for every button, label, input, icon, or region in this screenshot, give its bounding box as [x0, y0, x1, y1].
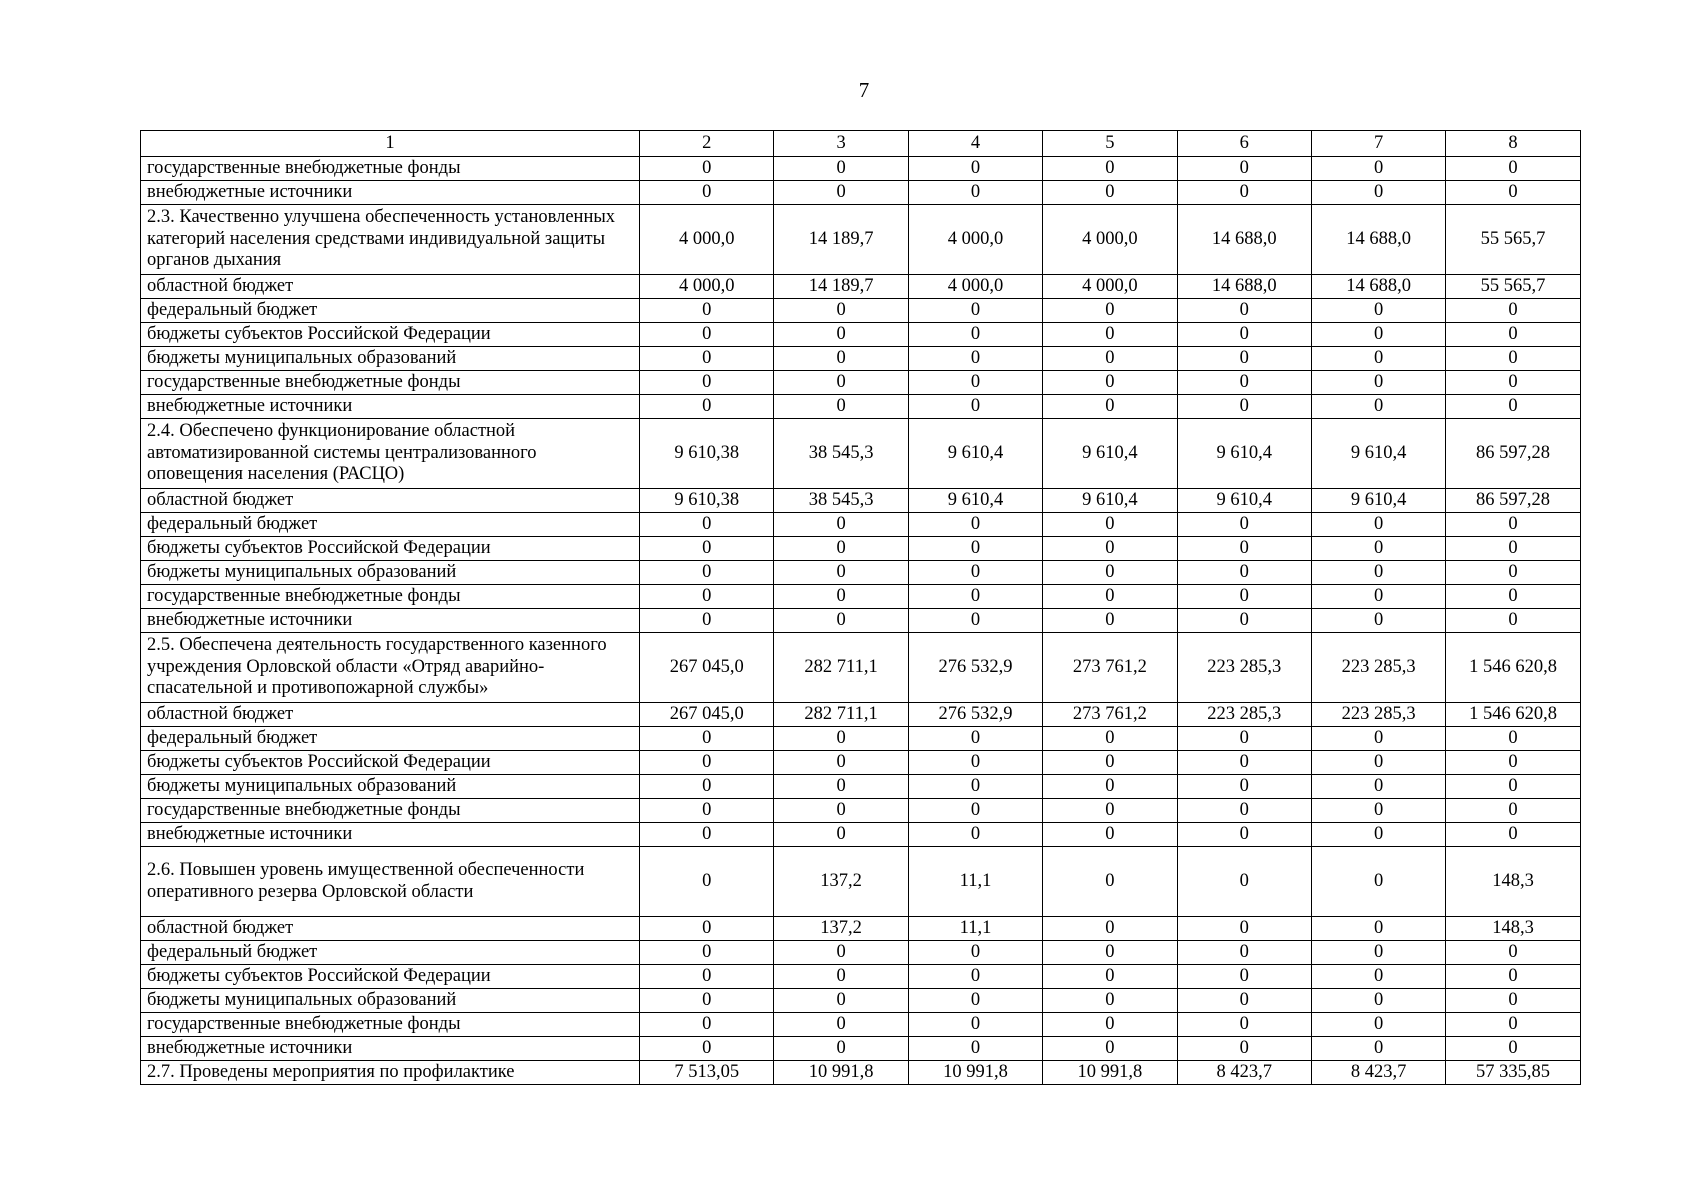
row-label-cell: внебюджетные источники [141, 823, 640, 847]
row-label-cell: бюджеты муниципальных образований [141, 989, 640, 1013]
value-cell: 0 [1311, 917, 1445, 941]
value-cell: 0 [1043, 847, 1177, 917]
value-cell: 148,3 [1446, 847, 1580, 917]
row-label-cell: бюджеты муниципальных образований [141, 561, 640, 585]
value-cell: 9 610,4 [1311, 419, 1445, 489]
value-cell: 0 [640, 847, 774, 917]
row-label-cell: внебюджетные источники [141, 181, 640, 205]
table-body [141, 157, 1581, 1085]
value-cell: 0 [1177, 347, 1311, 371]
value-cell: 9 610,4 [1043, 419, 1177, 489]
table-row [141, 395, 1581, 419]
value-cell: 9 610,4 [1311, 489, 1445, 513]
value-cell: 9 610,4 [1177, 489, 1311, 513]
value-cell: 8 423,7 [1177, 1061, 1311, 1085]
value-cell: 0 [1177, 561, 1311, 585]
value-cell: 0 [1311, 371, 1445, 395]
value-cell: 0 [1177, 751, 1311, 775]
row-label-cell: 2.5. Обеспечена деятельность государственного казенного учреждения Орловской области «Отряд аварийно-спасательной и противопожарной службы» [141, 633, 640, 703]
value-cell: 0 [1177, 323, 1311, 347]
value-cell: 0 [640, 965, 774, 989]
value-cell: 0 [908, 941, 1042, 965]
value-cell: 14 688,0 [1177, 275, 1311, 299]
value-cell: 0 [1177, 965, 1311, 989]
table-header [141, 131, 1581, 157]
value-cell: 0 [1043, 727, 1177, 751]
value-cell: 0 [774, 561, 908, 585]
value-cell: 0 [1043, 751, 1177, 775]
value-cell: 0 [1311, 1013, 1445, 1037]
row-label-cell: федеральный бюджет [141, 727, 640, 751]
value-cell: 0 [640, 371, 774, 395]
value-cell: 0 [1446, 727, 1580, 751]
value-cell: 0 [1311, 299, 1445, 323]
value-cell: 55 565,7 [1446, 275, 1580, 299]
value-cell: 0 [1177, 727, 1311, 751]
value-cell: 0 [1043, 347, 1177, 371]
value-cell: 0 [774, 989, 908, 1013]
value-cell: 55 565,7 [1446, 205, 1580, 275]
value-cell: 0 [908, 1037, 1042, 1061]
value-cell: 0 [1043, 513, 1177, 537]
value-cell: 4 000,0 [908, 275, 1042, 299]
value-cell: 0 [908, 989, 1042, 1013]
value-cell: 86 597,28 [1446, 419, 1580, 489]
value-cell: 276 532,9 [908, 703, 1042, 727]
value-cell: 0 [1311, 823, 1445, 847]
value-cell: 0 [1311, 609, 1445, 633]
value-cell: 0 [1043, 941, 1177, 965]
table-row [141, 561, 1581, 585]
value-cell: 0 [640, 395, 774, 419]
value-cell: 0 [1446, 775, 1580, 799]
value-cell: 0 [908, 323, 1042, 347]
value-cell: 0 [1446, 751, 1580, 775]
value-cell: 4 000,0 [640, 275, 774, 299]
row-label-cell: государственные внебюджетные фонды [141, 585, 640, 609]
value-cell: 0 [1311, 989, 1445, 1013]
column-header-3: 3 [774, 131, 908, 157]
value-cell: 0 [1446, 965, 1580, 989]
value-cell: 282 711,1 [774, 633, 908, 703]
value-cell: 4 000,0 [908, 205, 1042, 275]
value-cell: 0 [1311, 561, 1445, 585]
row-label-cell: бюджеты субъектов Российской Федерации [141, 537, 640, 561]
row-label-cell: государственные внебюджетные фонды [141, 1013, 640, 1037]
value-cell: 0 [1177, 823, 1311, 847]
column-header-7: 7 [1311, 131, 1445, 157]
value-cell: 0 [640, 799, 774, 823]
value-cell: 0 [774, 347, 908, 371]
value-cell: 0 [1446, 609, 1580, 633]
row-label-cell: федеральный бюджет [141, 513, 640, 537]
value-cell: 0 [1177, 537, 1311, 561]
value-cell: 0 [1177, 799, 1311, 823]
value-cell: 0 [1446, 823, 1580, 847]
value-cell: 0 [1311, 395, 1445, 419]
table-row [141, 585, 1581, 609]
value-cell: 223 285,3 [1177, 633, 1311, 703]
table-row [141, 703, 1581, 727]
value-cell: 0 [1311, 513, 1445, 537]
value-cell: 0 [640, 609, 774, 633]
value-cell: 86 597,28 [1446, 489, 1580, 513]
value-cell: 0 [640, 1013, 774, 1037]
value-cell: 0 [908, 823, 1042, 847]
value-cell: 9 610,4 [1043, 489, 1177, 513]
value-cell: 0 [1311, 751, 1445, 775]
table-row [141, 751, 1581, 775]
value-cell: 0 [1043, 799, 1177, 823]
value-cell: 0 [774, 1013, 908, 1037]
section-row [141, 633, 1581, 703]
value-cell: 0 [1446, 323, 1580, 347]
value-cell: 267 045,0 [640, 633, 774, 703]
value-cell: 0 [640, 941, 774, 965]
value-cell: 0 [1177, 371, 1311, 395]
value-cell: 0 [908, 157, 1042, 181]
value-cell: 137,2 [774, 847, 908, 917]
budget-table [140, 130, 1581, 1085]
value-cell: 148,3 [1446, 917, 1580, 941]
value-cell: 7 513,05 [640, 1061, 774, 1085]
value-cell: 0 [640, 537, 774, 561]
value-cell: 0 [640, 775, 774, 799]
value-cell: 0 [1043, 299, 1177, 323]
value-cell: 0 [774, 775, 908, 799]
value-cell: 0 [774, 727, 908, 751]
value-cell: 10 991,8 [1043, 1061, 1177, 1085]
table-row [141, 323, 1581, 347]
value-cell: 0 [1446, 799, 1580, 823]
value-cell: 0 [1177, 585, 1311, 609]
value-cell: 0 [1043, 917, 1177, 941]
row-label-cell: 2.6. Повышен уровень имущественной обеспеченности оперативного резерва Орловской области [141, 847, 640, 917]
table-row [141, 941, 1581, 965]
table-row [141, 513, 1581, 537]
header-row [141, 131, 1581, 157]
value-cell: 0 [1177, 941, 1311, 965]
value-cell: 223 285,3 [1177, 703, 1311, 727]
value-cell: 0 [1043, 157, 1177, 181]
value-cell: 0 [1446, 1037, 1580, 1061]
value-cell: 0 [1446, 561, 1580, 585]
value-cell: 0 [774, 941, 908, 965]
table-row [141, 799, 1581, 823]
value-cell: 0 [1177, 181, 1311, 205]
value-cell: 9 610,38 [640, 489, 774, 513]
value-cell: 273 761,2 [1043, 703, 1177, 727]
value-cell: 0 [908, 585, 1042, 609]
row-label-cell: внебюджетные источники [141, 395, 640, 419]
row-label-cell: бюджеты субъектов Российской Федерации [141, 751, 640, 775]
table-row [141, 775, 1581, 799]
value-cell: 0 [640, 181, 774, 205]
table-row [141, 181, 1581, 205]
value-cell: 267 045,0 [640, 703, 774, 727]
value-cell: 0 [908, 299, 1042, 323]
row-label-cell: государственные внебюджетные фонды [141, 799, 640, 823]
value-cell: 0 [774, 1037, 908, 1061]
table-row [141, 275, 1581, 299]
value-cell: 273 761,2 [1043, 633, 1177, 703]
row-label-cell: государственные внебюджетные фонды [141, 157, 640, 181]
value-cell: 0 [1043, 1037, 1177, 1061]
value-cell: 14 189,7 [774, 205, 908, 275]
value-cell: 0 [908, 395, 1042, 419]
value-cell: 0 [1043, 585, 1177, 609]
value-cell: 1 546 620,8 [1446, 633, 1580, 703]
value-cell: 0 [1311, 727, 1445, 751]
value-cell: 11,1 [908, 847, 1042, 917]
value-cell: 0 [1177, 299, 1311, 323]
value-cell: 0 [774, 751, 908, 775]
row-label-cell: областной бюджет [141, 275, 640, 299]
table-row [141, 989, 1581, 1013]
table-row [141, 537, 1581, 561]
value-cell: 0 [1446, 299, 1580, 323]
table-row [141, 609, 1581, 633]
row-label-cell: 2.7. Проведены мероприятия по профилактике [141, 1061, 640, 1085]
value-cell: 9 610,4 [1177, 419, 1311, 489]
row-label-cell: государственные внебюджетные фонды [141, 371, 640, 395]
value-cell: 0 [1446, 371, 1580, 395]
value-cell: 0 [774, 585, 908, 609]
value-cell: 0 [1311, 323, 1445, 347]
value-cell: 0 [908, 775, 1042, 799]
row-label-cell: областной бюджет [141, 703, 640, 727]
row-label-cell: федеральный бюджет [141, 941, 640, 965]
column-header-4: 4 [908, 131, 1042, 157]
table-row [141, 965, 1581, 989]
value-cell: 0 [1311, 157, 1445, 181]
value-cell: 0 [908, 799, 1042, 823]
value-cell: 0 [1177, 395, 1311, 419]
value-cell: 0 [1311, 1037, 1445, 1061]
value-cell: 0 [1311, 847, 1445, 917]
table-row [141, 299, 1581, 323]
table-row [141, 1037, 1581, 1061]
value-cell: 0 [1043, 823, 1177, 847]
table-row [141, 917, 1581, 941]
value-cell: 0 [1043, 775, 1177, 799]
value-cell: 0 [774, 323, 908, 347]
value-cell: 0 [640, 299, 774, 323]
value-cell: 0 [640, 989, 774, 1013]
value-cell: 4 000,0 [1043, 205, 1177, 275]
value-cell: 282 711,1 [774, 703, 908, 727]
value-cell: 0 [1446, 585, 1580, 609]
value-cell: 0 [1446, 537, 1580, 561]
value-cell: 0 [640, 727, 774, 751]
value-cell: 0 [774, 965, 908, 989]
value-cell: 0 [1043, 1013, 1177, 1037]
value-cell: 9 610,4 [908, 419, 1042, 489]
table-row [141, 823, 1581, 847]
value-cell: 0 [1311, 799, 1445, 823]
value-cell: 223 285,3 [1311, 633, 1445, 703]
value-cell: 0 [908, 561, 1042, 585]
value-cell: 0 [1043, 561, 1177, 585]
value-cell: 11,1 [908, 917, 1042, 941]
table-row [141, 727, 1581, 751]
row-label-cell: внебюджетные источники [141, 1037, 640, 1061]
value-cell: 9 610,38 [640, 419, 774, 489]
value-cell: 0 [640, 513, 774, 537]
section-row [141, 419, 1581, 489]
value-cell: 0 [1043, 371, 1177, 395]
value-cell: 0 [640, 917, 774, 941]
value-cell: 0 [774, 537, 908, 561]
value-cell: 14 688,0 [1177, 205, 1311, 275]
table-row [141, 371, 1581, 395]
value-cell: 0 [774, 371, 908, 395]
value-cell: 57 335,85 [1446, 1061, 1580, 1085]
row-label-cell: федеральный бюджет [141, 299, 640, 323]
value-cell: 0 [1446, 395, 1580, 419]
value-cell: 0 [1043, 965, 1177, 989]
value-cell: 0 [774, 181, 908, 205]
value-cell: 0 [1446, 513, 1580, 537]
value-cell: 0 [1177, 1013, 1311, 1037]
value-cell: 0 [640, 323, 774, 347]
column-header-5: 5 [1043, 131, 1177, 157]
value-cell: 0 [908, 727, 1042, 751]
value-cell: 0 [1311, 585, 1445, 609]
value-cell: 276 532,9 [908, 633, 1042, 703]
table-row [141, 1061, 1581, 1085]
value-cell: 0 [1311, 181, 1445, 205]
value-cell: 0 [1311, 537, 1445, 561]
value-cell: 0 [1043, 537, 1177, 561]
value-cell: 4 000,0 [640, 205, 774, 275]
value-cell: 14 688,0 [1311, 205, 1445, 275]
value-cell: 38 545,3 [774, 419, 908, 489]
row-label-cell: областной бюджет [141, 917, 640, 941]
value-cell: 0 [640, 347, 774, 371]
value-cell: 0 [1177, 609, 1311, 633]
value-cell: 0 [1043, 323, 1177, 347]
column-header-2: 2 [640, 131, 774, 157]
value-cell: 0 [1177, 989, 1311, 1013]
value-cell: 10 991,8 [774, 1061, 908, 1085]
value-cell: 0 [1446, 989, 1580, 1013]
row-label-cell: бюджеты субъектов Российской Федерации [141, 323, 640, 347]
value-cell: 0 [640, 585, 774, 609]
value-cell: 14 688,0 [1311, 275, 1445, 299]
value-cell: 0 [1043, 989, 1177, 1013]
table-row [141, 157, 1581, 181]
value-cell: 0 [640, 561, 774, 585]
value-cell: 0 [640, 157, 774, 181]
value-cell: 0 [774, 513, 908, 537]
value-cell: 0 [1446, 157, 1580, 181]
value-cell: 8 423,7 [1311, 1061, 1445, 1085]
table-row [141, 347, 1581, 371]
value-cell: 0 [908, 181, 1042, 205]
value-cell: 0 [1043, 181, 1177, 205]
value-cell: 0 [908, 371, 1042, 395]
value-cell: 0 [1177, 917, 1311, 941]
table-row [141, 489, 1581, 513]
value-cell: 0 [774, 609, 908, 633]
value-cell: 137,2 [774, 917, 908, 941]
row-label-cell: внебюджетные источники [141, 609, 640, 633]
page-number: 7 [858, 78, 870, 102]
value-cell: 0 [908, 609, 1042, 633]
value-cell: 0 [908, 537, 1042, 561]
value-cell: 0 [640, 751, 774, 775]
value-cell: 0 [1311, 965, 1445, 989]
value-cell: 0 [1311, 775, 1445, 799]
value-cell: 9 610,4 [908, 489, 1042, 513]
value-cell: 0 [774, 157, 908, 181]
column-header-8: 8 [1446, 131, 1580, 157]
value-cell: 0 [1043, 609, 1177, 633]
value-cell: 0 [908, 513, 1042, 537]
value-cell: 10 991,8 [908, 1061, 1042, 1085]
row-label-cell: областной бюджет [141, 489, 640, 513]
value-cell: 0 [774, 299, 908, 323]
value-cell: 0 [908, 965, 1042, 989]
value-cell: 0 [1446, 347, 1580, 371]
row-label-cell: бюджеты муниципальных образований [141, 775, 640, 799]
value-cell: 14 189,7 [774, 275, 908, 299]
value-cell: 223 285,3 [1311, 703, 1445, 727]
value-cell: 4 000,0 [1043, 275, 1177, 299]
value-cell: 0 [908, 751, 1042, 775]
value-cell: 0 [1311, 941, 1445, 965]
value-cell: 0 [1177, 847, 1311, 917]
value-cell: 0 [640, 823, 774, 847]
value-cell: 0 [1177, 775, 1311, 799]
value-cell: 0 [774, 823, 908, 847]
value-cell: 0 [1446, 181, 1580, 205]
column-header-1: 1 [141, 131, 640, 157]
row-label-cell: 2.4. Обеспечено функционирование областной автоматизированной системы централизованного оповещения населения (РАСЦО) [141, 419, 640, 489]
value-cell: 0 [1446, 1013, 1580, 1037]
value-cell: 0 [908, 1013, 1042, 1037]
value-cell: 0 [1177, 157, 1311, 181]
row-label-cell: бюджеты субъектов Российской Федерации [141, 965, 640, 989]
row-label-cell: 2.3. Качественно улучшена обеспеченность установленных категорий населения средствами индивидуальной защиты органов дыхания [141, 205, 640, 275]
value-cell: 1 546 620,8 [1446, 703, 1580, 727]
column-header-6: 6 [1177, 131, 1311, 157]
value-cell: 0 [908, 347, 1042, 371]
value-cell: 0 [1043, 395, 1177, 419]
value-cell: 0 [774, 799, 908, 823]
value-cell: 0 [1177, 1037, 1311, 1061]
row-label-cell: бюджеты муниципальных образований [141, 347, 640, 371]
table-row [141, 1013, 1581, 1037]
value-cell: 0 [640, 1037, 774, 1061]
value-cell: 38 545,3 [774, 489, 908, 513]
value-cell: 0 [774, 395, 908, 419]
section-row [141, 205, 1581, 275]
section-row [141, 847, 1581, 917]
value-cell: 0 [1446, 941, 1580, 965]
value-cell: 0 [1177, 513, 1311, 537]
value-cell: 0 [1311, 347, 1445, 371]
